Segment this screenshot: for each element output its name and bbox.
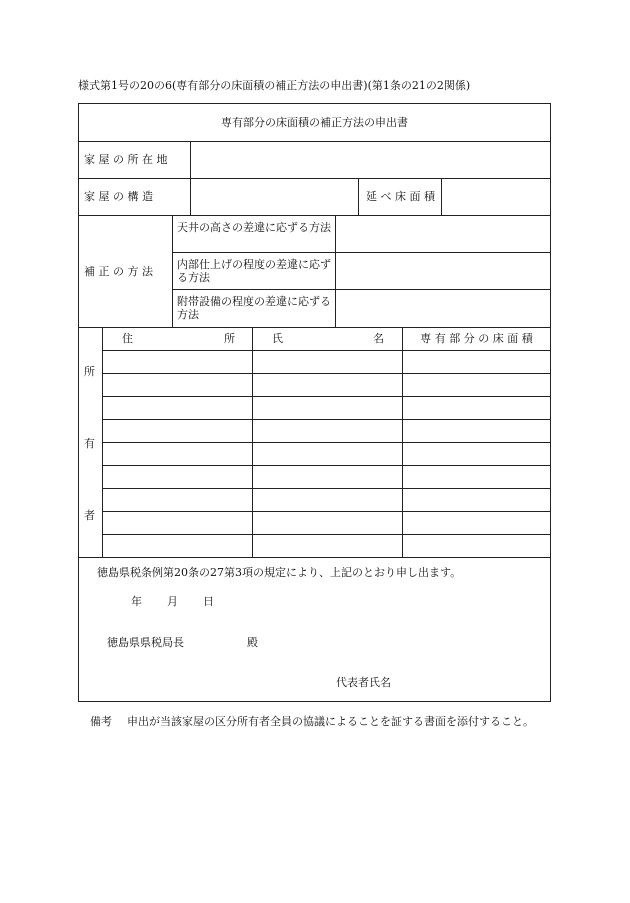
method-ancillary-equipment: 附帯設備の程度の差違に応ずる方法 [177, 295, 331, 321]
owner-label-char: 所 [84, 365, 95, 378]
owner-address-divider [252, 327, 253, 557]
owner-name-divider [402, 327, 403, 557]
method-label-divider [172, 215, 173, 327]
owner-address-header: 住 [122, 332, 133, 345]
owner-name-header: 氏 [272, 332, 283, 345]
owner-area-header: 専 有 部 分 の 床 面 積 [420, 332, 533, 345]
total-floor-area-label: 延 べ 床 面 積 [366, 190, 435, 203]
house-location-field[interactable] [191, 142, 550, 178]
declaration-text: 徳島県税条例第20条の27第3項の規定により、上記のとおり申し出ます。 [97, 566, 462, 579]
divider-owners-end [78, 557, 551, 558]
date-day: 日 [203, 595, 214, 608]
method-interior-finish: 内部仕上げの程度の差違に応ずる方法 [177, 258, 331, 284]
owner-row-line [102, 442, 551, 443]
method-ceiling-height: 天井の高さの差違に応ずる方法 [177, 221, 331, 234]
date-month: 月 [167, 595, 178, 608]
owner-label-char: 有 [84, 437, 95, 450]
house-structure-field[interactable] [191, 179, 357, 215]
owner-label-divider [102, 327, 103, 557]
form-title: 専有部分の床面積の補正方法の申出書 [221, 116, 408, 129]
divider-methods-end [78, 327, 551, 328]
owner-row-line [102, 488, 551, 489]
correction-method-label: 補 正 の 方 法 [84, 265, 153, 278]
total-floor-area-field[interactable] [442, 179, 550, 215]
date-year: 年 [131, 595, 142, 608]
note-label: 備考 [90, 715, 112, 728]
representative-label: 代表者氏名 [336, 676, 391, 689]
owner-row-line [102, 373, 551, 374]
addressee: 徳島県県税局長 [107, 636, 184, 649]
owner-address-header: 所 [224, 332, 235, 345]
honorific: 殿 [247, 636, 258, 649]
house-location-label: 家 屋 の 所 在 地 [84, 153, 168, 166]
form-number: 様式第1号の20の6(専有部分の床面積の補正方法の申出書)(第1条の21の2関係) [78, 79, 471, 92]
owner-row-line [102, 419, 551, 420]
method-ceiling-height-field[interactable] [336, 216, 550, 252]
owner-row-line [102, 465, 551, 466]
method-ancillary-equipment-field[interactable] [336, 290, 550, 327]
owner-label-char: 者 [84, 509, 95, 522]
owner-name-header: 名 [373, 332, 384, 345]
structure-area-divider-left [358, 178, 359, 215]
owner-row-line [102, 534, 551, 535]
method-interior-finish-field[interactable] [336, 253, 550, 289]
owner-row-line [102, 511, 551, 512]
house-structure-label: 家 屋 の 構 造 [84, 190, 153, 203]
owner-row-line [102, 396, 551, 397]
note-text: 申出が当該家屋の区分所有者全員の協議によることを証する書面を添付すること。 [127, 715, 534, 728]
owner-header-divider [102, 350, 551, 351]
